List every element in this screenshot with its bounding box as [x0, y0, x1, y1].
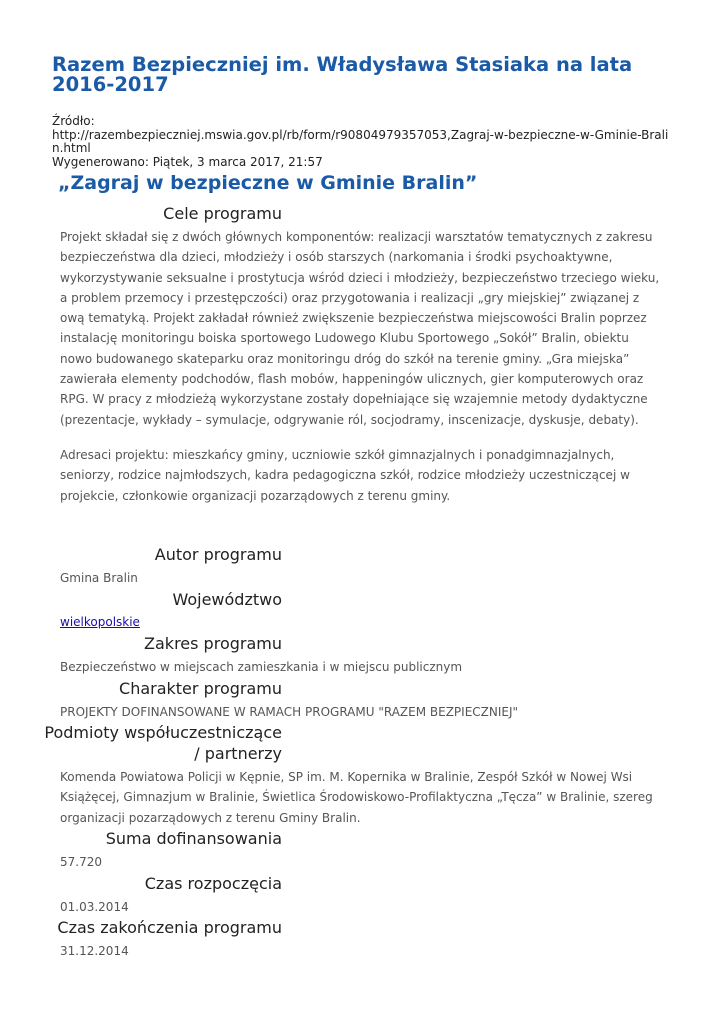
- zakres-value: Bezpieczeństwo w miejscach zamieszkania i w miejscu publicznym: [60, 660, 463, 674]
- document-meta: [52, 115, 672, 169]
- start-value: 01.03.2014: [60, 900, 129, 914]
- podmioty-value: Komenda Powiatowa Policji w Kępnie, SP im. M. Kopernika w Bralinie, Zespół Szkół w Nowej Wsi Książęcej, Gimnazjum w Bralinie, Świetlica Środowiskowo-Profilaktyczna „Tęcza” w Bralinie, szereg organizacji pozarządowych z terenu Gminy Bralin.: [60, 770, 653, 825]
- cele-paragraph-1: Projekt składał się z dwóch głównych komponentów: realizacji warsztatów tematycznych z zakresu bezpieczeństwa dla dzieci, młodzieży i osób starszych (narkomania i środki psychoaktywne, wykorzystywanie seksualne i prostytucja wśród dzieci i młodzieży, bezpieczeństwo trzeciego wieku, a problem przemocy i przestępczości) oraz przygotowania i realizacji „gry miejskiej” związanej z ową tematyką. Projekt zakładał również zwiększenie bezpieczeństwa miejscowości Bralin poprzez instalację monitoringu boiska sportowego Ludowego Klubu Sportowego „Sokół” Bralin, obiektu nowo budowanego skateparku oraz monitoringu dróg do szkół na terenie gminy. „Gra miejska” zawierała elementy podchodów, flash mobów, happeningów ulicznych, gier komputerowych oraz RPG. W pracy z młodzieżą wykorzystane zostały dopełniające się wzajemnie metody dydaktyczne (prezentacje, wykłady – symulacje, odgrywanie ról, socjodramy, inscenizacje, dyskusje, debaty).: [60, 230, 660, 427]
- section-label-suma: Suma dofinansowania: [105, 829, 282, 848]
- page-title: Razem Bezpieczniej im. Władysława Stasiaka na lata 2016-2017: [52, 53, 633, 96]
- suma-value: 57.720: [60, 855, 102, 869]
- section-label-cele: Cele programu: [163, 204, 282, 223]
- project-title: „Zagraj w bezpieczne w Gminie Bralin”: [58, 172, 478, 194]
- cele-text: [60, 227, 660, 506]
- section-label-charakter: Charakter programu: [119, 679, 282, 698]
- cele-paragraph-2: Adresaci projektu: mieszkańcy gminy, uczniowie szkół gimnazjalnych i ponadgimnazjalnych, seniorzy, rodzice najmłodszych, kadra pedagogiczna szkół, rodzice młodzieży uczestniczącej w projekcie, członkowie organizacji pozarządowych z terenu gminy.: [60, 447, 630, 503]
- section-label-start: Czas rozpoczęcia: [144, 874, 282, 893]
- autor-value: Gmina Bralin: [60, 571, 138, 585]
- section-label-podmioty-1: Podmioty współuczestniczące: [44, 723, 282, 742]
- section-label-wojewodztwo: Województwo: [172, 590, 282, 609]
- generated-date: Wygenerowano: Piątek, 3 marca 2017, 21:57: [52, 154, 323, 169]
- charakter-value: PROJEKTY DOFINANSOWANE W RAMACH PROGRAMU "RAZEM BEZPIECZNIEJ": [60, 705, 519, 719]
- source-label: Źródło:: [52, 114, 95, 128]
- section-label-autor: Autor programu: [154, 545, 282, 564]
- section-label-zakres: Zakres programu: [144, 634, 282, 653]
- section-label-end: Czas zakończenia programu: [57, 918, 282, 937]
- source-url: http://razembezpieczniej.mswia.gov.pl/rb/form/r90804979357053,Zagraj-w-bezpieczne-w-Gminie-Bralin.html: [52, 127, 669, 155]
- section-label-podmioty-2: / partnerzy: [194, 744, 282, 763]
- end-value: 31.12.2014: [60, 944, 129, 958]
- wojewodztwo-link[interactable]: wielkopolskie: [60, 615, 140, 629]
